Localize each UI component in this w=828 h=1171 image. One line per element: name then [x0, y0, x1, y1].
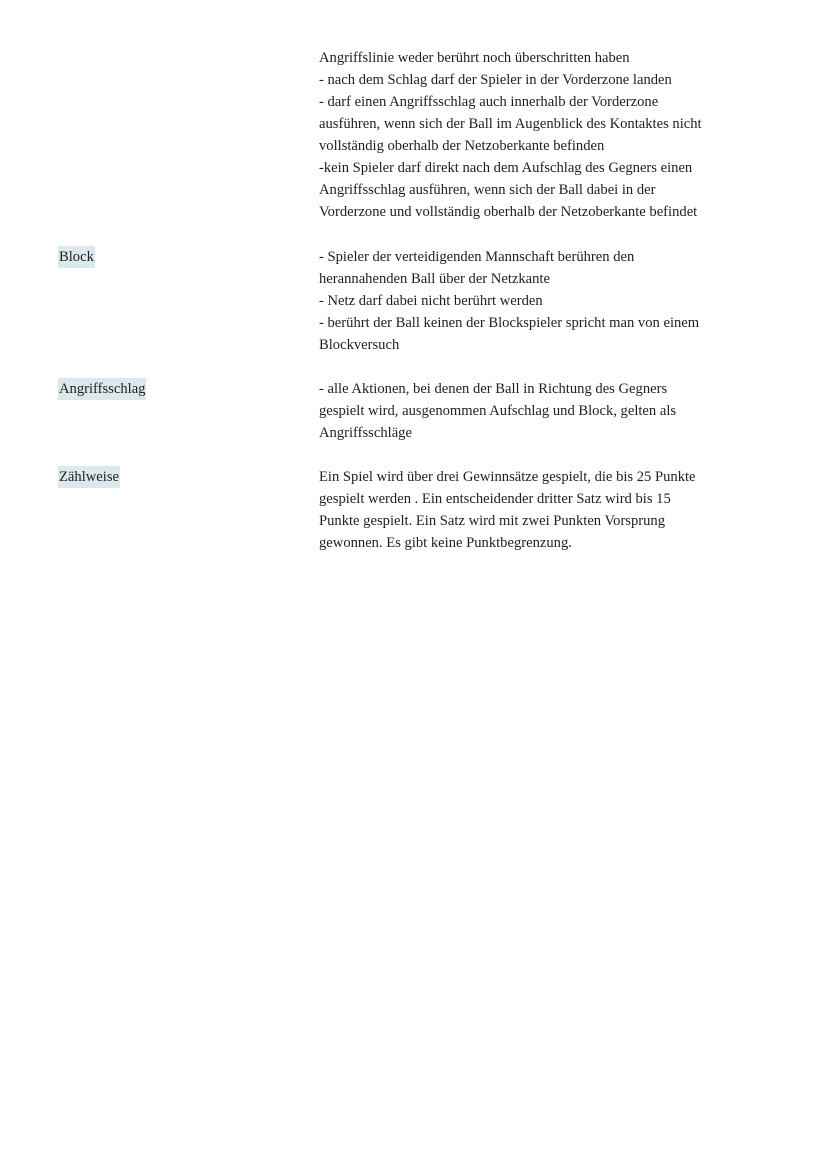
text-line: herannahenden Ball über der Netzkante: [319, 271, 550, 287]
text-line: gespielt werden . Ein entscheidender dritter Satz wird bis 15: [319, 491, 671, 507]
term-angriffsschlag: Angriffsschlag: [58, 378, 146, 400]
continuation-text: [319, 47, 789, 223]
text-line: Angriffsschlag ausführen, wenn sich der Ball dabei in der: [319, 182, 656, 198]
definition-zaehlweise: [319, 466, 789, 554]
text-line: Punkte gespielt. Ein Satz wird mit zwei Punkten Vorsprung: [319, 513, 666, 529]
term-block: Block: [58, 246, 95, 268]
definition-angriffsschlag: [319, 378, 789, 444]
text-line: Blockversuch: [319, 337, 400, 353]
text-line: ausführen, wenn sich der Ball im Augenblick des Kontaktes nicht: [319, 116, 702, 132]
term-zaehlweise: Zählweise: [58, 466, 120, 488]
text-line: gespielt wird, ausgenommen Aufschlag und Block, gelten als: [319, 403, 677, 419]
text-line: - alle Aktionen, bei denen der Ball in Richtung des Gegners: [319, 381, 668, 397]
text-line: vollständig oberhalb der Netzoberkante befinden: [319, 138, 605, 154]
text-line: - nach dem Schlag darf der Spieler in der Vorderzone landen: [319, 72, 672, 88]
text-line: Angriffslinie weder berührt noch überschritten haben: [319, 50, 630, 66]
definition-block: [319, 246, 789, 356]
text-line: - Spieler der verteidigenden Mannschaft berühren den: [319, 249, 635, 265]
text-line: Vorderzone und vollständig oberhalb der Netzoberkante befindet: [319, 204, 698, 220]
text-line: Angriffsschläge: [319, 425, 412, 441]
text-line: - darf einen Angriffsschlag auch innerhalb der Vorderzone: [319, 94, 659, 110]
text-line: - berührt der Ball keinen der Blockspieler spricht man von einem: [319, 315, 700, 331]
text-line: gewonnen. Es gibt keine Punktbegrenzung.: [319, 535, 572, 551]
text-line: Ein Spiel wird über drei Gewinnsätze gespielt, die bis 25 Punkte: [319, 469, 696, 485]
text-line: - Netz darf dabei nicht berührt werden: [319, 293, 543, 309]
text-line: -kein Spieler darf direkt nach dem Aufschlag des Gegners einen: [319, 160, 693, 176]
